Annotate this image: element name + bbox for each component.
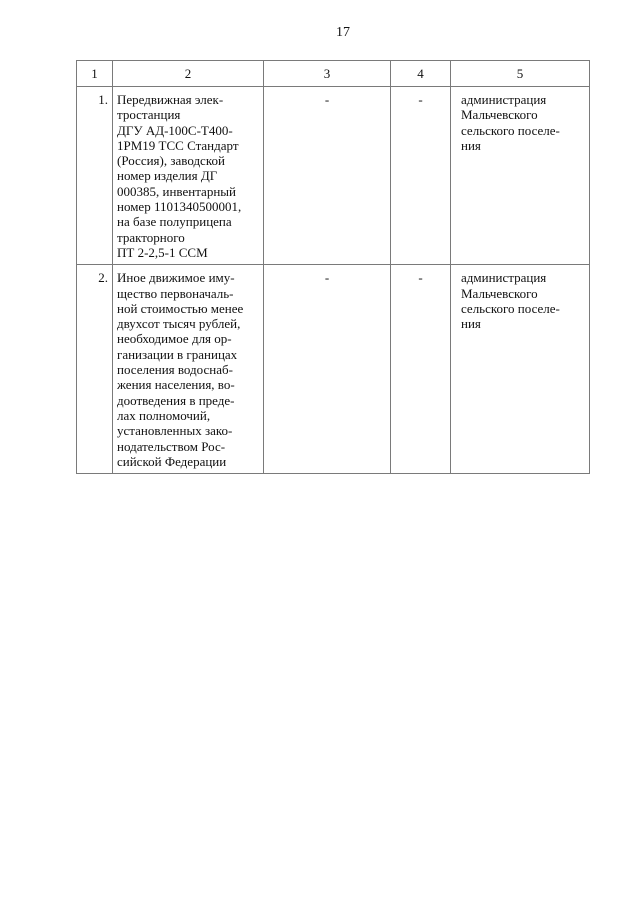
item-name-cell	[113, 265, 264, 474]
owner-cell	[451, 265, 590, 474]
owner-name: администрация Мальчевского сельского поселе- ния	[461, 92, 560, 153]
owner-cell	[451, 87, 590, 265]
table-row	[77, 87, 590, 265]
header-cell-1: 1	[77, 61, 113, 87]
column-4-value: -	[391, 265, 451, 474]
table-header-row	[77, 61, 590, 87]
header-cell-5: 5	[451, 61, 590, 87]
column-4-value: -	[391, 87, 451, 265]
property-table	[76, 60, 590, 474]
header-cell-3: 3	[264, 61, 391, 87]
column-3-value: -	[264, 87, 391, 265]
table-row	[77, 265, 590, 474]
row-number: 1.	[77, 87, 113, 265]
column-3-value: -	[264, 265, 391, 474]
item-name-cell	[113, 87, 264, 265]
page-number: 17	[336, 25, 350, 40]
header-cell-2: 2	[113, 61, 264, 87]
item-name: Иное движимое иму- щество первоначаль- ной стоимостью менее двухсот тысяч рублей, необходимое для ор- ганизации в границах поселения водоснаб- жения населения, во- доотведения в преде- лах полномочий, установленных зако- нодательством Рос- сийской Федерации	[117, 270, 244, 469]
row-number: 2.	[77, 265, 113, 474]
header-cell-4: 4	[391, 61, 451, 87]
item-name: Передвижная элек- тростанция ДГУ АД-100С-Т400- 1РМ19 ТСС Стандарт (Россия), заводской номер изделия ДГ 000385, инвентарный номер 1101340500001, на базе полуприцепа тракторного ПТ 2-2,5-1 ССМ	[117, 92, 242, 260]
owner-name: администрация Мальчевского сельского поселе- ния	[461, 270, 560, 332]
